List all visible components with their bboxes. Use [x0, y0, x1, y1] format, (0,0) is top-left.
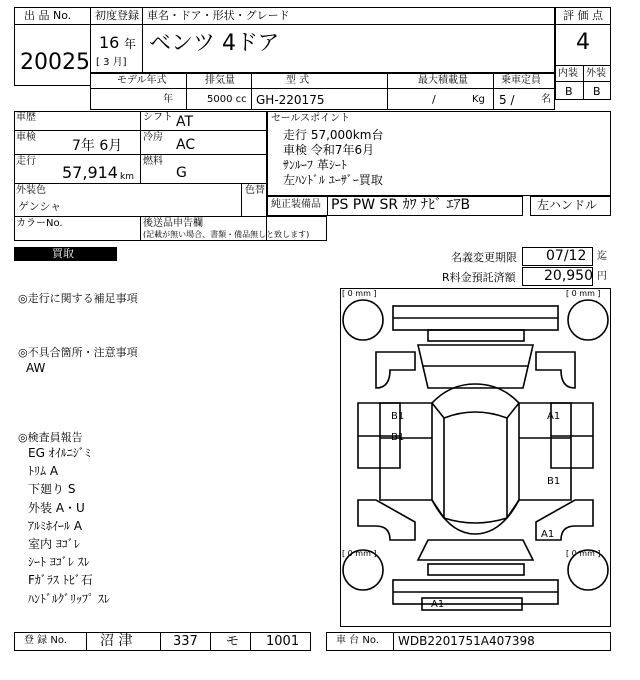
right-doors [519, 403, 571, 500]
tire-label-rear-right: [ 0 mm ] [566, 549, 601, 558]
chassis-label: 車 台 No. [336, 635, 379, 646]
damage-mark-left-rear-door: B1 [391, 432, 405, 443]
tire-label-rear-left: [ 0 mm ] [342, 549, 377, 558]
damage-mark-right-rear-fender: A1 [541, 529, 555, 540]
inspector-line: 外装 A・U [28, 501, 85, 515]
exterior-grade: B [593, 85, 601, 98]
wheel-front-left [343, 300, 383, 340]
shift-value: AT [176, 114, 194, 130]
first-reg-month: [ 3 月] [96, 57, 127, 68]
inspector-line: Fｶﾞﾗｽ ﾄﾋﾞ石 [28, 573, 93, 587]
equipment-label: 純正装備品 [271, 199, 321, 210]
fuel-label: 燃料 [143, 156, 163, 167]
displacement-value: 5000 cc [207, 94, 247, 105]
lot-number-label: 出 品 No. [24, 9, 72, 22]
tire-label-front-left: [ 0 mm ] [342, 289, 377, 298]
capacity-label: 乗車定員 [501, 75, 541, 86]
color-no-label: カラーNo. [16, 218, 63, 229]
inspector-line: 下廻り S [28, 482, 76, 496]
inspector-line: 室内 ﾖｺﾞﾚ [28, 537, 80, 551]
car-name: ベンツ 4ドア [149, 31, 280, 56]
defect-notes-value: AW [26, 361, 46, 375]
history-label: 車歴 [16, 112, 36, 123]
inspector-line: ｱﾙﾐﾎｲｰﾙ A [28, 519, 83, 533]
exterior-grade-label: 外装 [586, 68, 606, 79]
inspector-line: ﾊﾝﾄﾞﾙｸﾞﾘｯﾌﾟ ｽﾚ [28, 592, 110, 606]
damage-mark-left-front-door: B1 [391, 411, 405, 422]
sales-point-line: 車検 令和7年6月 [283, 143, 375, 157]
inspector-report-label: ◎検査員報告 [18, 431, 83, 444]
damage-mark-right-rear-door: B1 [547, 476, 561, 487]
first-reg-label: 初度登録 [95, 9, 139, 22]
capacity-value: 5 / [499, 93, 515, 107]
model-year-label: モデル年式 [117, 75, 167, 86]
left-doors [380, 403, 432, 500]
evaluation-score: 4 [576, 30, 590, 55]
interior-grade: B [565, 85, 573, 98]
ac-label: 冷房 [143, 132, 163, 143]
max-load-unit: Kg [472, 94, 485, 105]
sales-point-line: 走行 57,000km台 [283, 128, 384, 142]
inspection-label: 車検 [16, 132, 36, 143]
name-change-value: 07/12 [546, 248, 587, 264]
name-change-label: 名義変更期限 [451, 251, 517, 264]
model-type-value: GH-220175 [256, 93, 325, 107]
handle-value: 左ハンドル [537, 198, 598, 212]
purchase-label: 買取 [52, 247, 74, 260]
wheel-front-right [568, 300, 608, 340]
sales-point-line: 左ﾊﾝﾄﾞﾙ ﾕｰｻﾞｰ買取 [283, 173, 383, 187]
displacement-label: 排気量 [205, 75, 235, 86]
sales-point-line: ｻﾝﾙｰﾌ 革ｼｰﾄ [283, 158, 347, 172]
reg-number: 1001 [266, 634, 300, 649]
recycle-unit: 円 [597, 271, 607, 282]
ac-value: AC [176, 137, 196, 153]
post-equipment-label: 後送品申告欄 [143, 218, 203, 229]
reg-kana: モ [226, 634, 240, 649]
mileage-label: 走行 [16, 156, 36, 167]
post-equipment-note: (記載が無い場合、書類・備品無しと致します) [143, 230, 310, 239]
damage-mark-right-front-door: A1 [547, 411, 561, 422]
max-load-value: / [432, 93, 436, 106]
trunk [418, 540, 533, 560]
car-name-label: 車名・ドア・形状・グレード [147, 9, 290, 22]
interior-grade-label: 内装 [558, 68, 578, 79]
equipment-value: PS PW SR ｶﾜ ﾅﾋﾞ ｴｱB [331, 197, 471, 213]
sales-points-label: セールスポイント [271, 113, 351, 124]
mileage-value: 57,914 [62, 163, 118, 182]
shift-label: シフト [143, 112, 173, 123]
recycle-value: 20,950 [544, 268, 593, 284]
lot-number: 20025 [20, 50, 90, 75]
tire-label-front-right: [ 0 mm ] [566, 289, 601, 298]
model-year-value: 年 [163, 94, 173, 105]
mileage-unit: km [120, 172, 134, 182]
evaluation-label: 評 価 点 [563, 9, 603, 22]
model-type-label: 型 式 [286, 75, 310, 86]
max-load-label: 最大積載量 [418, 75, 468, 86]
first-reg-year-unit: 年 [124, 37, 137, 51]
driving-notes-label: ◎走行に関する補足事項 [18, 292, 138, 305]
roof [444, 412, 507, 523]
exterior-color-value: ゲンシャ [18, 200, 62, 213]
inspector-line: ｼｰﾄ ﾖｺﾞﾚ ｽﾚ [28, 555, 90, 569]
car-diagram [340, 288, 611, 627]
fuel-value: G [176, 165, 187, 181]
chassis-number: WDB2201751A407398 [398, 634, 535, 648]
reg-area: 沼 津 [100, 633, 133, 649]
damage-mark-rear-bumper: A1 [431, 599, 445, 610]
defect-notes-label: ◎不具合箇所・注意事項 [18, 346, 138, 359]
first-reg-year: 16 [99, 33, 120, 52]
reg-class: 337 [173, 634, 198, 649]
recolor-label: 色替 [245, 185, 265, 196]
inspection-value: 7年 6月 [72, 138, 123, 154]
exterior-color-label: 外装色 [16, 185, 46, 196]
inspector-line: EG ｵｲﾙﾆｼﾞﾐ [28, 446, 91, 460]
capacity-unit: 名 [541, 94, 551, 105]
inspector-line: ﾄﾘﾑ A [28, 464, 59, 478]
reg-no-label: 登 録 No. [24, 635, 67, 646]
recycle-label: R料金預託済額 [442, 271, 516, 284]
name-change-unit: 迄 [597, 251, 607, 262]
